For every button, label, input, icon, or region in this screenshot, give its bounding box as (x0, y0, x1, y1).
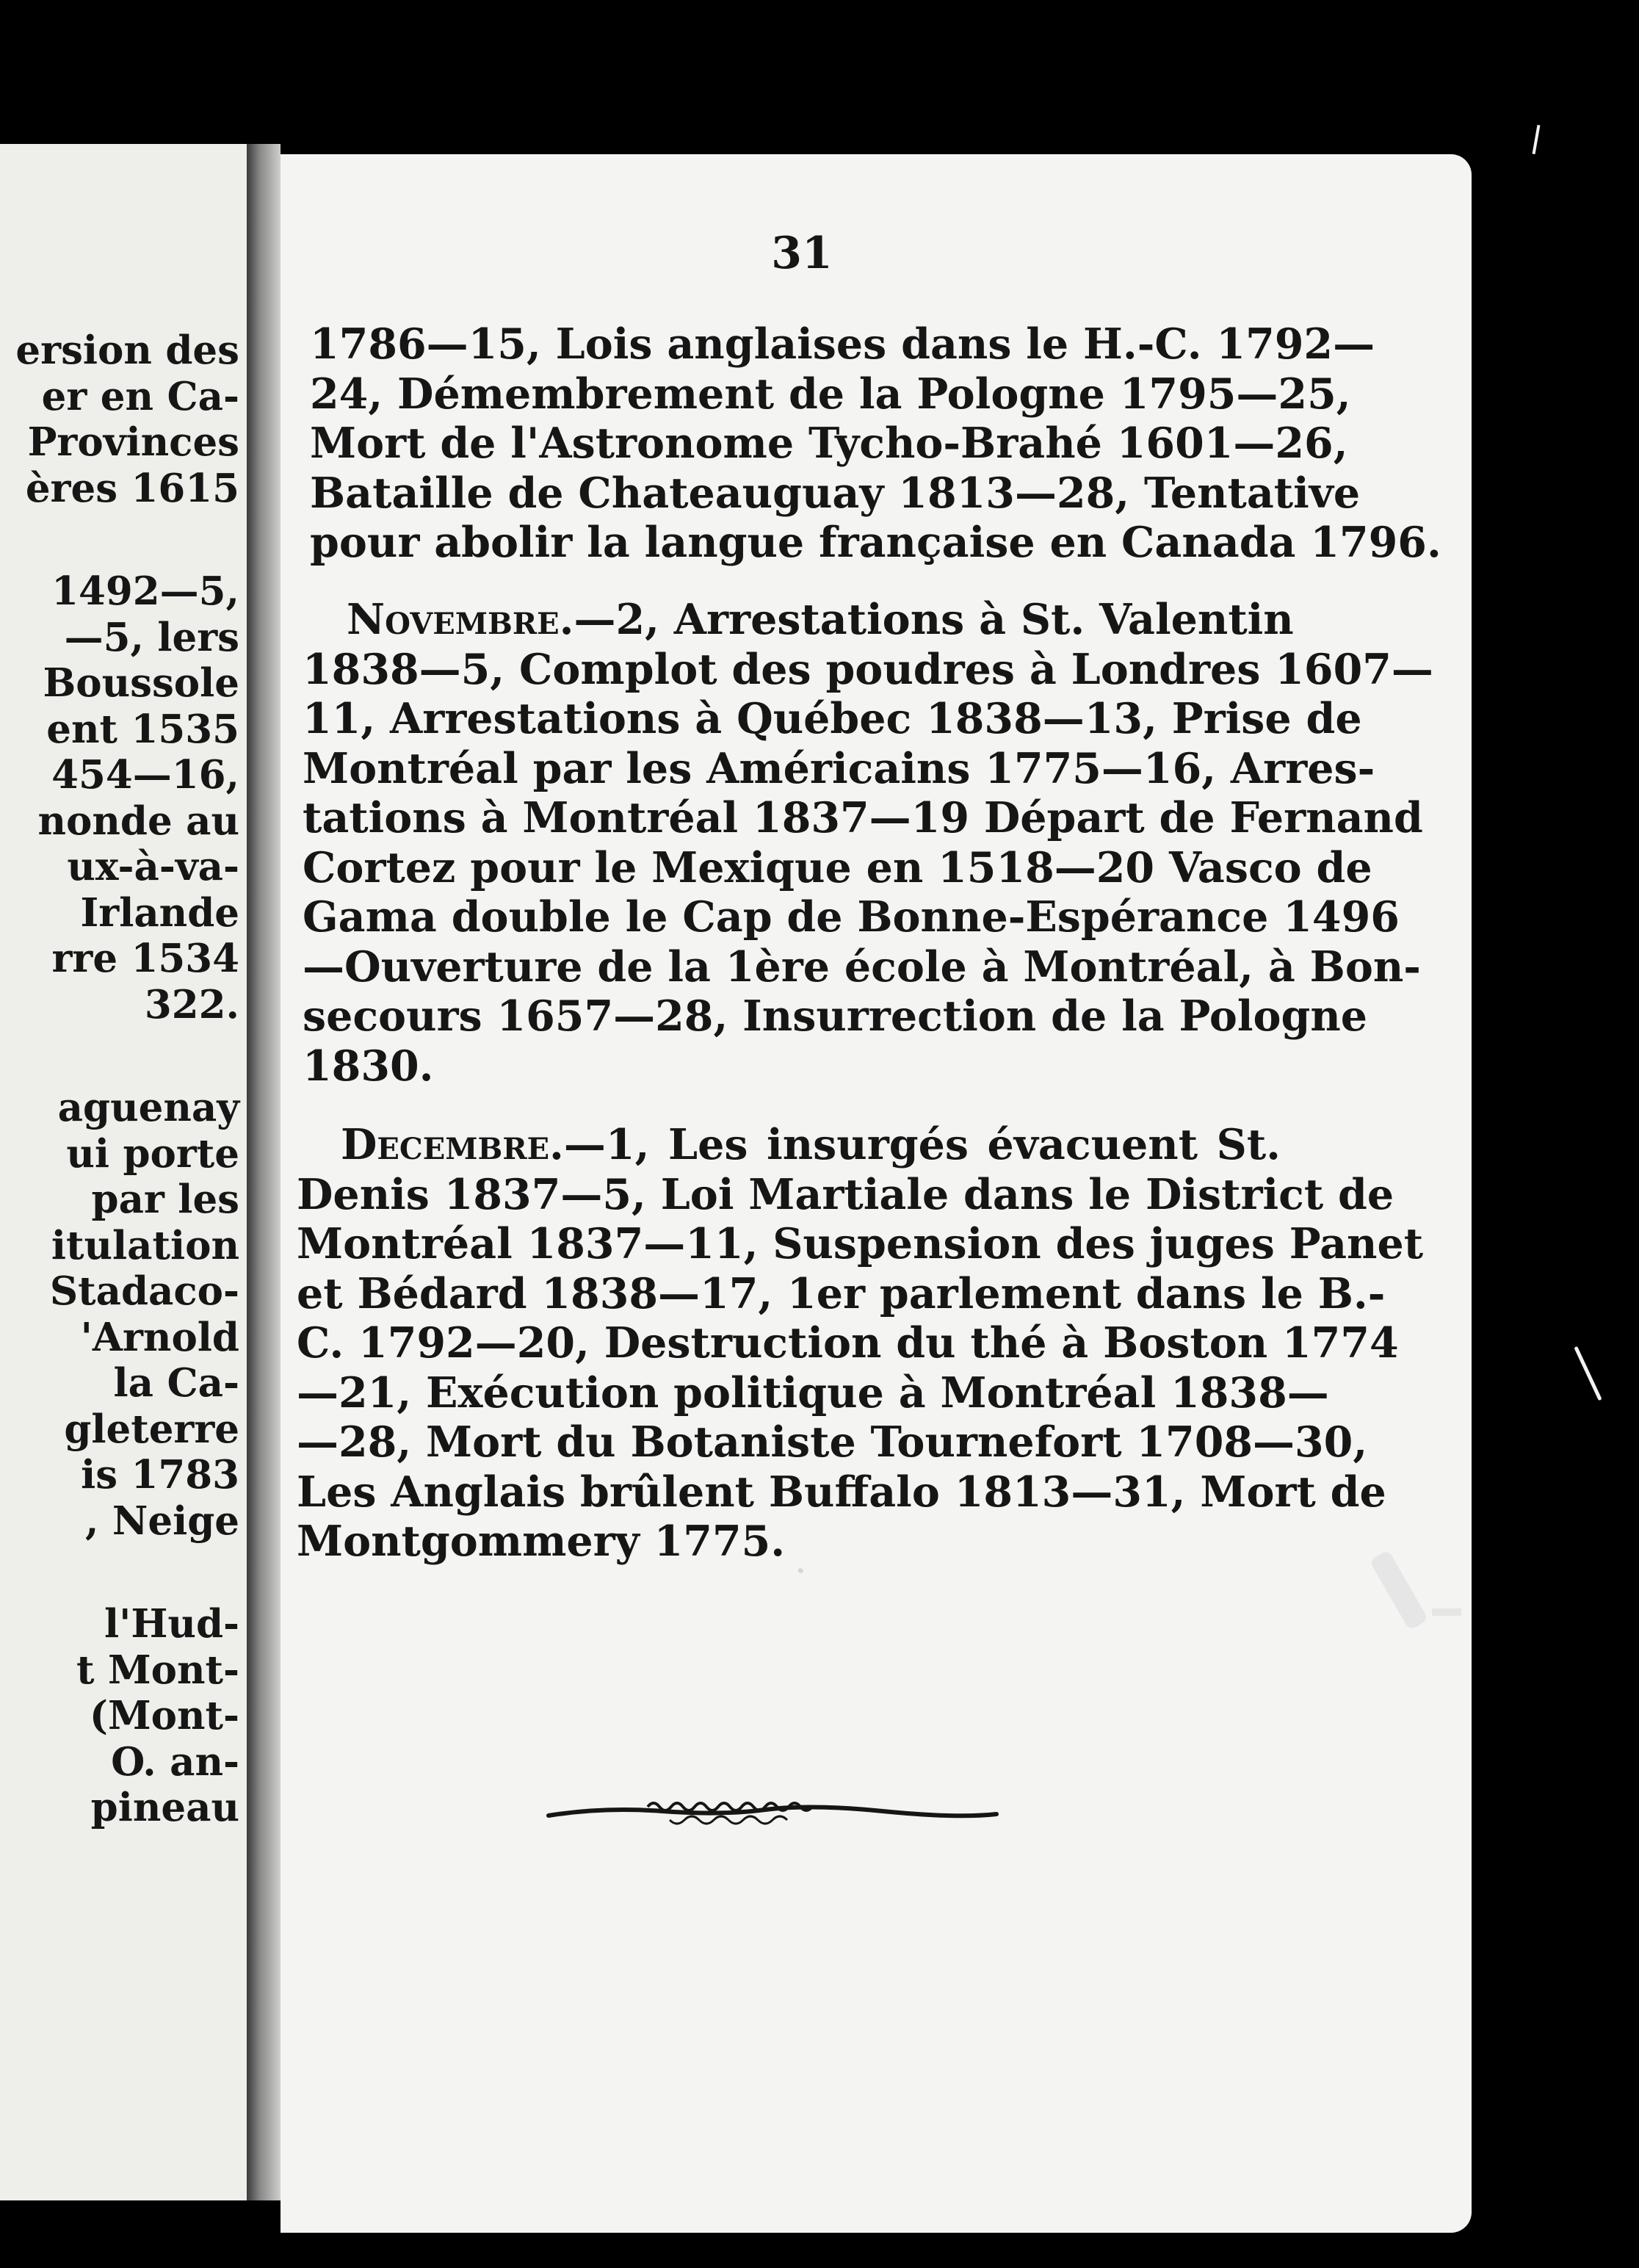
text-line: Montgommery 1775. (297, 1517, 786, 1566)
paragraph-october-continued (310, 319, 1441, 568)
left-page-line: t Mont- (76, 1647, 239, 1693)
text-line: Bataille de Chateauguay 1813—28, Tentative (310, 468, 1361, 518)
month-heading: Novembre. (347, 595, 574, 644)
left-page-line: 454—16, (51, 752, 239, 798)
scan-artifact (1432, 1608, 1461, 1616)
page-number: 31 (771, 228, 833, 279)
left-page-fragment (0, 144, 247, 2200)
left-page-line: 'Arnold (80, 1314, 239, 1360)
text-line: 11, Arrestations à Québec 1838—13, Prise de (303, 694, 1362, 743)
text-fragment: —2, Arrestations à St. Valentin (574, 595, 1294, 644)
left-page-line: is 1783 (81, 1452, 239, 1498)
left-page-line: ui porte (66, 1130, 239, 1177)
text-line: C. 1792—20, Destruction du thé à Boston 1774 (297, 1318, 1399, 1368)
text-line: Cortez pour le Mexique en 1518—20 Vasco de (303, 842, 1372, 892)
left-page-line: (Mont- (89, 1693, 239, 1738)
left-page-line: pineau (90, 1785, 239, 1830)
left-page-line: —5, lers (64, 614, 239, 660)
left-page-line: Irlande (80, 889, 239, 936)
text-line: et Bédard 1838—17, 1er parlement dans le B.- (297, 1268, 1386, 1318)
paragraph-decembre (297, 1120, 1424, 1567)
book-gutter (247, 144, 281, 2200)
left-page-lines (15, 328, 239, 1831)
text-line: Gama double le Cap de Bonne-Espérance 1496 (303, 892, 1400, 942)
left-page-line: itulation (51, 1222, 239, 1268)
left-page-line: la Ca- (113, 1360, 239, 1406)
left-page-line (15, 1544, 239, 1601)
left-page-line: O. an- (111, 1738, 239, 1785)
left-page-line: Stadaco- (49, 1268, 239, 1314)
text-line: 1786—15, Lois anglaises dans le H.-C. 1792— (310, 319, 1375, 369)
left-page-line: ersion des (15, 328, 239, 373)
bleed-through-text: · (795, 1550, 807, 1594)
text-line: —28, Mort du Botaniste Tournefort 1708—30, (297, 1418, 1368, 1467)
text-line: 24, Démembrement de la Pologne 1795—25, (310, 369, 1351, 419)
text-line: Montréal par les Américains 1775—16, Arres- (303, 743, 1375, 793)
text-fragment: —1, Les insurgés évacuent St. (563, 1120, 1281, 1169)
left-page-line: par les (91, 1177, 239, 1222)
text-line (303, 595, 1294, 645)
left-page-line: ères 1615 (25, 465, 239, 511)
left-page-line: , Neige (85, 1498, 239, 1544)
left-page-line (15, 1028, 239, 1085)
text-line: —Ouverture de la 1ère école à Montréal, à Bon- (303, 942, 1421, 992)
text-line: secours 1657—28, Insurrection de la Pologne (303, 992, 1368, 1041)
text-line: Montréal 1837—11, Suspension des juges Panet (297, 1219, 1424, 1268)
text-line: 1838—5, Complot des poudres à Londres 1607— (303, 644, 1433, 694)
left-page-line: aguenay (57, 1085, 239, 1130)
left-page-line: 322. (144, 981, 239, 1028)
scan-artifact (1574, 1346, 1602, 1401)
right-page (281, 154, 1472, 2233)
left-page-line (15, 511, 239, 568)
text-line (297, 1120, 1281, 1170)
paragraph-novembre (303, 595, 1433, 1091)
left-page-line: er en Ca- (41, 373, 239, 419)
left-page-line: Provinces (27, 419, 239, 465)
text-line: tations à Montréal 1837—19 Départ de Fernand (303, 793, 1423, 842)
text-line: pour abolir la langue française en Canada 1796. (310, 518, 1441, 567)
left-page-line: l'Hud- (104, 1601, 239, 1647)
left-page-line: 1492—5, (51, 568, 239, 614)
decorative-divider (545, 1785, 1000, 1836)
month-heading: Decembre. (341, 1120, 564, 1169)
text-line: Denis 1837—5, Loi Martiale dans le District de (297, 1169, 1394, 1219)
text-line: 1830. (303, 1041, 434, 1091)
left-page-line: ux-à-va- (67, 844, 239, 889)
left-page-line: rre 1534 (51, 936, 239, 981)
left-page-line: Boussole (43, 660, 239, 706)
left-page-line: gleterre (64, 1406, 239, 1452)
text-line: —21, Exécution politique à Montréal 1838— (297, 1368, 1329, 1418)
left-page-line: ent 1535 (46, 706, 239, 752)
left-page-line: nonde au (37, 798, 239, 844)
text-line: Mort de l'Astronome Tycho-Brahé 1601—26, (310, 419, 1348, 468)
text-line: Les Anglais brûlent Buffalo 1813—31, Mort de (297, 1467, 1386, 1517)
scan-artifact (1533, 125, 1541, 154)
